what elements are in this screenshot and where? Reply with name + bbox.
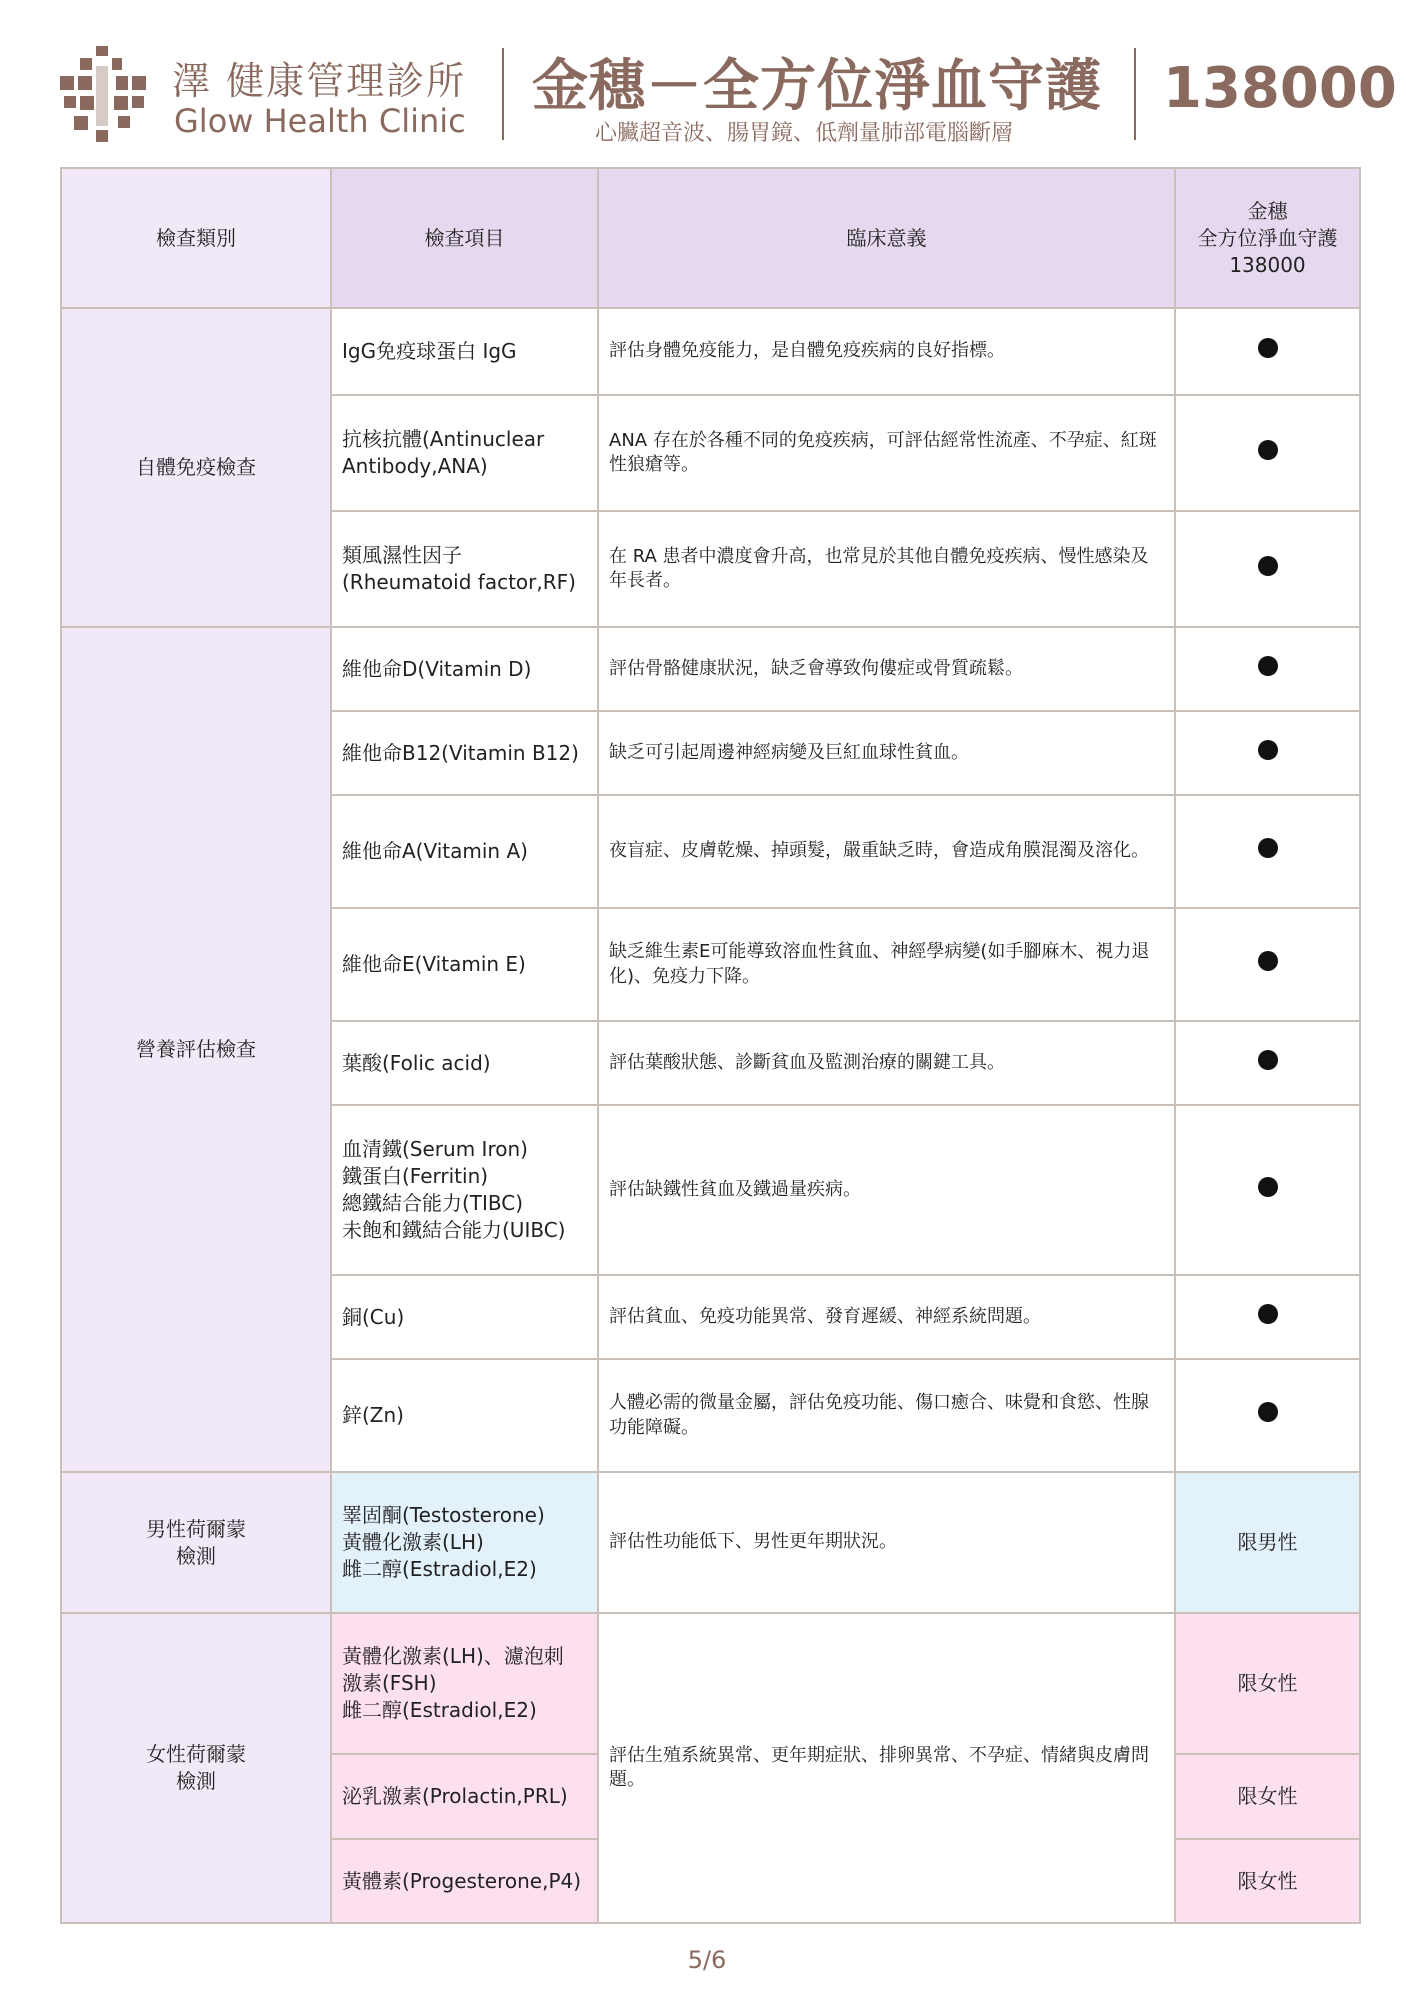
included-dot-icon [1258,1050,1278,1070]
item-cell: 維他命B12(Vitamin B12) [331,711,598,795]
meaning-cell: 評估身體免疫能力，是自體免疫疾病的良好指標。 [598,308,1175,395]
header-meaning: 臨床意義 [598,168,1175,308]
brand-english-name: Glow Health Clinic [174,102,466,140]
included-mark [1175,511,1360,627]
page-header [60,40,1397,150]
meaning-cell: 評估貧血、免疫功能異常、發育遲緩、神經系統問題。 [598,1275,1175,1359]
meaning-cell: 評估性功能低下、男性更年期狀況。 [598,1472,1175,1613]
item-cell: 黃體素(Progesterone,P4) [331,1839,598,1923]
male-only-label: 限男性 [1175,1472,1360,1613]
header-divider [502,48,504,140]
table-header-row [61,168,1360,308]
included-dot-icon [1258,951,1278,971]
included-dot-icon [1258,1177,1278,1197]
item-cell: 睪固酮(Testosterone) 黃體化激素(LH) 雌二醇(Estradiol,E2) [331,1472,598,1613]
exam-table [60,167,1361,1924]
category-autoimmune: 自體免疫檢查 [61,308,331,627]
table-row [61,1472,1360,1613]
meaning-cell: 評估缺鐵性貧血及鐵過量疾病。 [598,1105,1175,1275]
category-female-hormone: 女性荷爾蒙 檢測 [61,1613,331,1923]
item-cell: 銅(Cu) [331,1275,598,1359]
item-cell: 葉酸(Folic acid) [331,1021,598,1105]
included-mark [1175,308,1360,395]
item-cell: 抗核抗體(Antinuclear Antibody,ANA) [331,395,598,511]
package-price: 138000 [1163,56,1397,121]
meaning-cell: 夜盲症、皮膚乾燥、掉頭髮，嚴重缺乏時，會造成角膜混濁及溶化。 [598,795,1175,908]
item-cell: 黃體化激素(LH)、濾泡刺 激素(FSH) 雌二醇(Estradiol,E2) [331,1613,598,1754]
included-mark [1175,711,1360,795]
meaning-cell: 評估生殖系統異常、更年期症狀、排卵異常、不孕症、情緒與皮膚問題。 [598,1613,1175,1923]
table-row [61,308,1360,395]
item-cell: 血清鐵(Serum Iron) 鐵蛋白(Ferritin) 總鐵結合能力(TIBC) 未飽和鐵結合能力(UIBC) [331,1105,598,1275]
package-title: 金穗－全方位淨血守護 [532,54,1102,119]
meaning-cell: 缺乏可引起周邊神經病變及巨紅血球性貧血。 [598,711,1175,795]
meaning-cell: 缺乏維生素E可能導致溶血性貧血、神經學病變(如手腳麻木、視力退化)、免疫力下降。 [598,908,1175,1021]
included-mark [1175,395,1360,511]
included-mark [1175,1021,1360,1105]
included-dot-icon [1258,1402,1278,1422]
meaning-cell: 人體必需的微量金屬，評估免疫功能、傷口癒合、味覺和食慾、性腺功能障礙。 [598,1359,1175,1472]
meaning-cell: ANA 存在於各種不同的免疫疾病，可評估經常性流產、不孕症、紅斑性狼瘡等。 [598,395,1175,511]
item-cell: 類風濕性因子 (Rheumatoid factor,RF) [331,511,598,627]
category-male-hormone: 男性荷爾蒙 檢測 [61,1472,331,1613]
header-plan-line: 全方位淨血守護 [1197,225,1338,250]
header-divider [1134,48,1136,140]
header-item: 檢查項目 [331,168,598,308]
included-dot-icon [1258,656,1278,676]
meaning-cell: 評估骨骼健康狀況，缺乏會導致佝僂症或骨質疏鬆。 [598,627,1175,711]
category-nutrition: 營養評估檢查 [61,627,331,1472]
header-category: 檢查類別 [61,168,331,308]
included-mark [1175,1275,1360,1359]
table-row [61,1613,1360,1754]
included-dot-icon [1258,556,1278,576]
included-mark [1175,627,1360,711]
item-cell: 維他命D(Vitamin D) [331,627,598,711]
clinic-logo-icon [60,46,150,144]
item-cell: 維他命A(Vitamin A) [331,795,598,908]
included-dot-icon [1258,838,1278,858]
included-mark [1175,1359,1360,1472]
female-only-label: 限女性 [1175,1613,1360,1754]
item-cell: 維他命E(Vitamin E) [331,908,598,1021]
item-cell: 泌乳激素(Prolactin,PRL) [331,1754,598,1839]
included-mark [1175,1105,1360,1275]
package-subtitle: 心臟超音波、腸胃鏡、低劑量肺部電腦斷層 [595,121,1014,146]
included-dot-icon [1258,1304,1278,1324]
header-plan-line: 138000 [1229,252,1306,277]
item-cell: 鋅(Zn) [331,1359,598,1472]
header-plan-line: 金穗 [1247,198,1288,223]
included-dot-icon [1258,338,1278,358]
table-row [61,627,1360,711]
item-cell: IgG免疫球蛋白 IgG [331,308,598,395]
page-number: 5/6 [687,1946,727,1974]
female-only-label: 限女性 [1175,1754,1360,1839]
meaning-cell: 在 RA 患者中濃度會升高，也常見於其他自體免疫疾病、慢性感染及年長者。 [598,511,1175,627]
included-dot-icon [1258,440,1278,460]
included-mark [1175,908,1360,1021]
female-only-label: 限女性 [1175,1839,1360,1923]
included-dot-icon [1258,740,1278,760]
header-plan [1175,168,1360,308]
meaning-cell: 評估葉酸狀態、診斷貧血及監測治療的關鍵工具。 [598,1021,1175,1105]
included-mark [1175,795,1360,908]
brand-chinese-name: 澤 健康管理診所 [172,59,467,103]
